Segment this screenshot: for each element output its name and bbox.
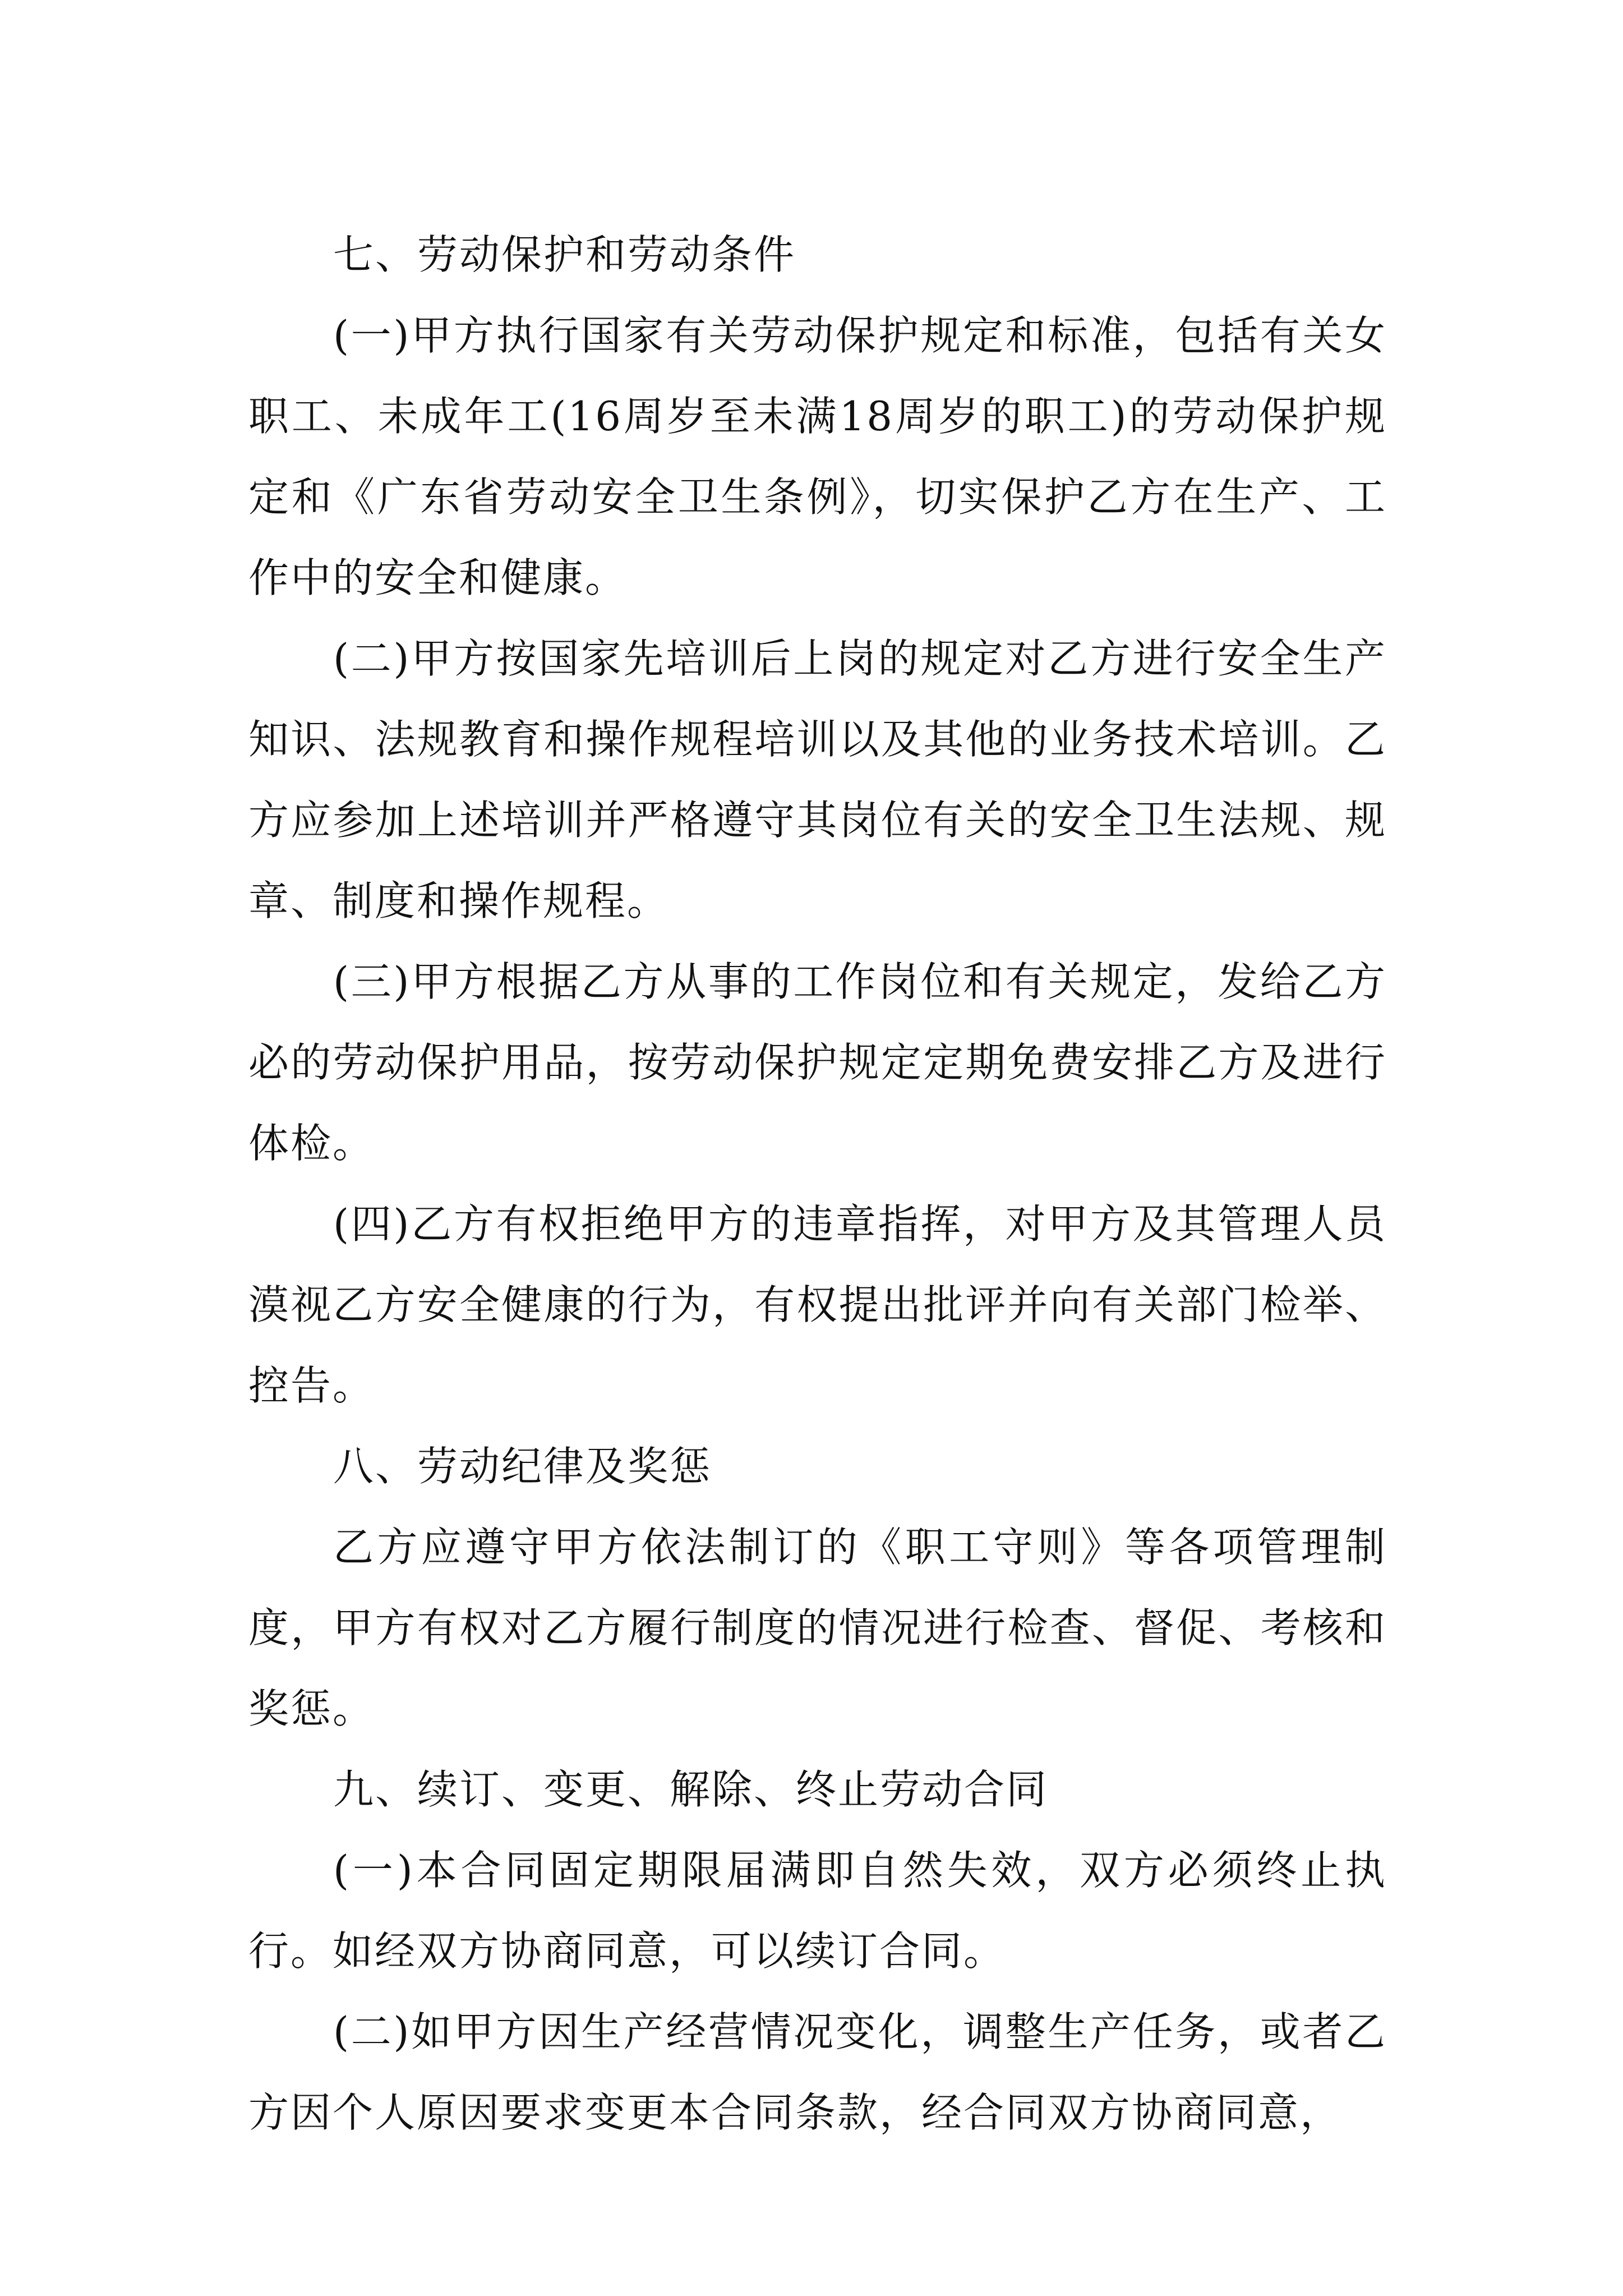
section-heading-9: 九、续订、变更、解除、终止劳动合同 <box>333 1766 1049 1813</box>
section-heading-7: 七、劳动保护和劳动条件 <box>333 231 796 278</box>
section-heading-8: 八、劳动纪律及奖惩 <box>333 1443 712 1490</box>
document-body <box>248 214 1387 2153</box>
paragraph-7-1: (一)甲方执行国家有关劳动保护规定和标准，包括有关女职工、未成年工(16周岁至未满18周岁的职工)的劳动保护规定和《广东省劳动安全卫生条例》，切实保护乙方在生产、工作中的安全和健康。 <box>248 312 1387 601</box>
paragraph-9-2: (二)如甲方因生产经营情况变化，调整生产任务，或者乙方因个人原因要求变更本合同条款，经合同双方协商同意， <box>248 2008 1387 2136</box>
paragraph-7-3: (三)甲方根据乙方从事的工作岗位和有关规定，发给乙方必的劳动保护用品，按劳动保护规定定期免费安排乙方及进行体检。 <box>248 958 1387 1167</box>
paragraph-8-1: 乙方应遵守甲方依法制订的《职工守则》等各项管理制度，甲方有权对乙方履行制度的情况进行检查、督促、考核和奖惩。 <box>248 1524 1387 1732</box>
paragraph-7-2: (二)甲方按国家先培训后上岗的规定对乙方进行安全生产知识、法规教育和操作规程培训以及其他的业务技术培训。乙方应参加上述培训并严格遵守其岗位有关的安全卫生法规、规章、制度和操作规程。 <box>248 635 1387 924</box>
paragraph-9-1: (一)本合同固定期限届满即自然失效，双方必须终止执行。如经双方协商同意，可以续订合同。 <box>248 1847 1387 1975</box>
paragraph-7-4: (四)乙方有权拒绝甲方的违章指挥，对甲方及其管理人员漠视乙方安全健康的行为，有权提出批评并向有关部门检举、控告。 <box>248 1200 1387 1409</box>
